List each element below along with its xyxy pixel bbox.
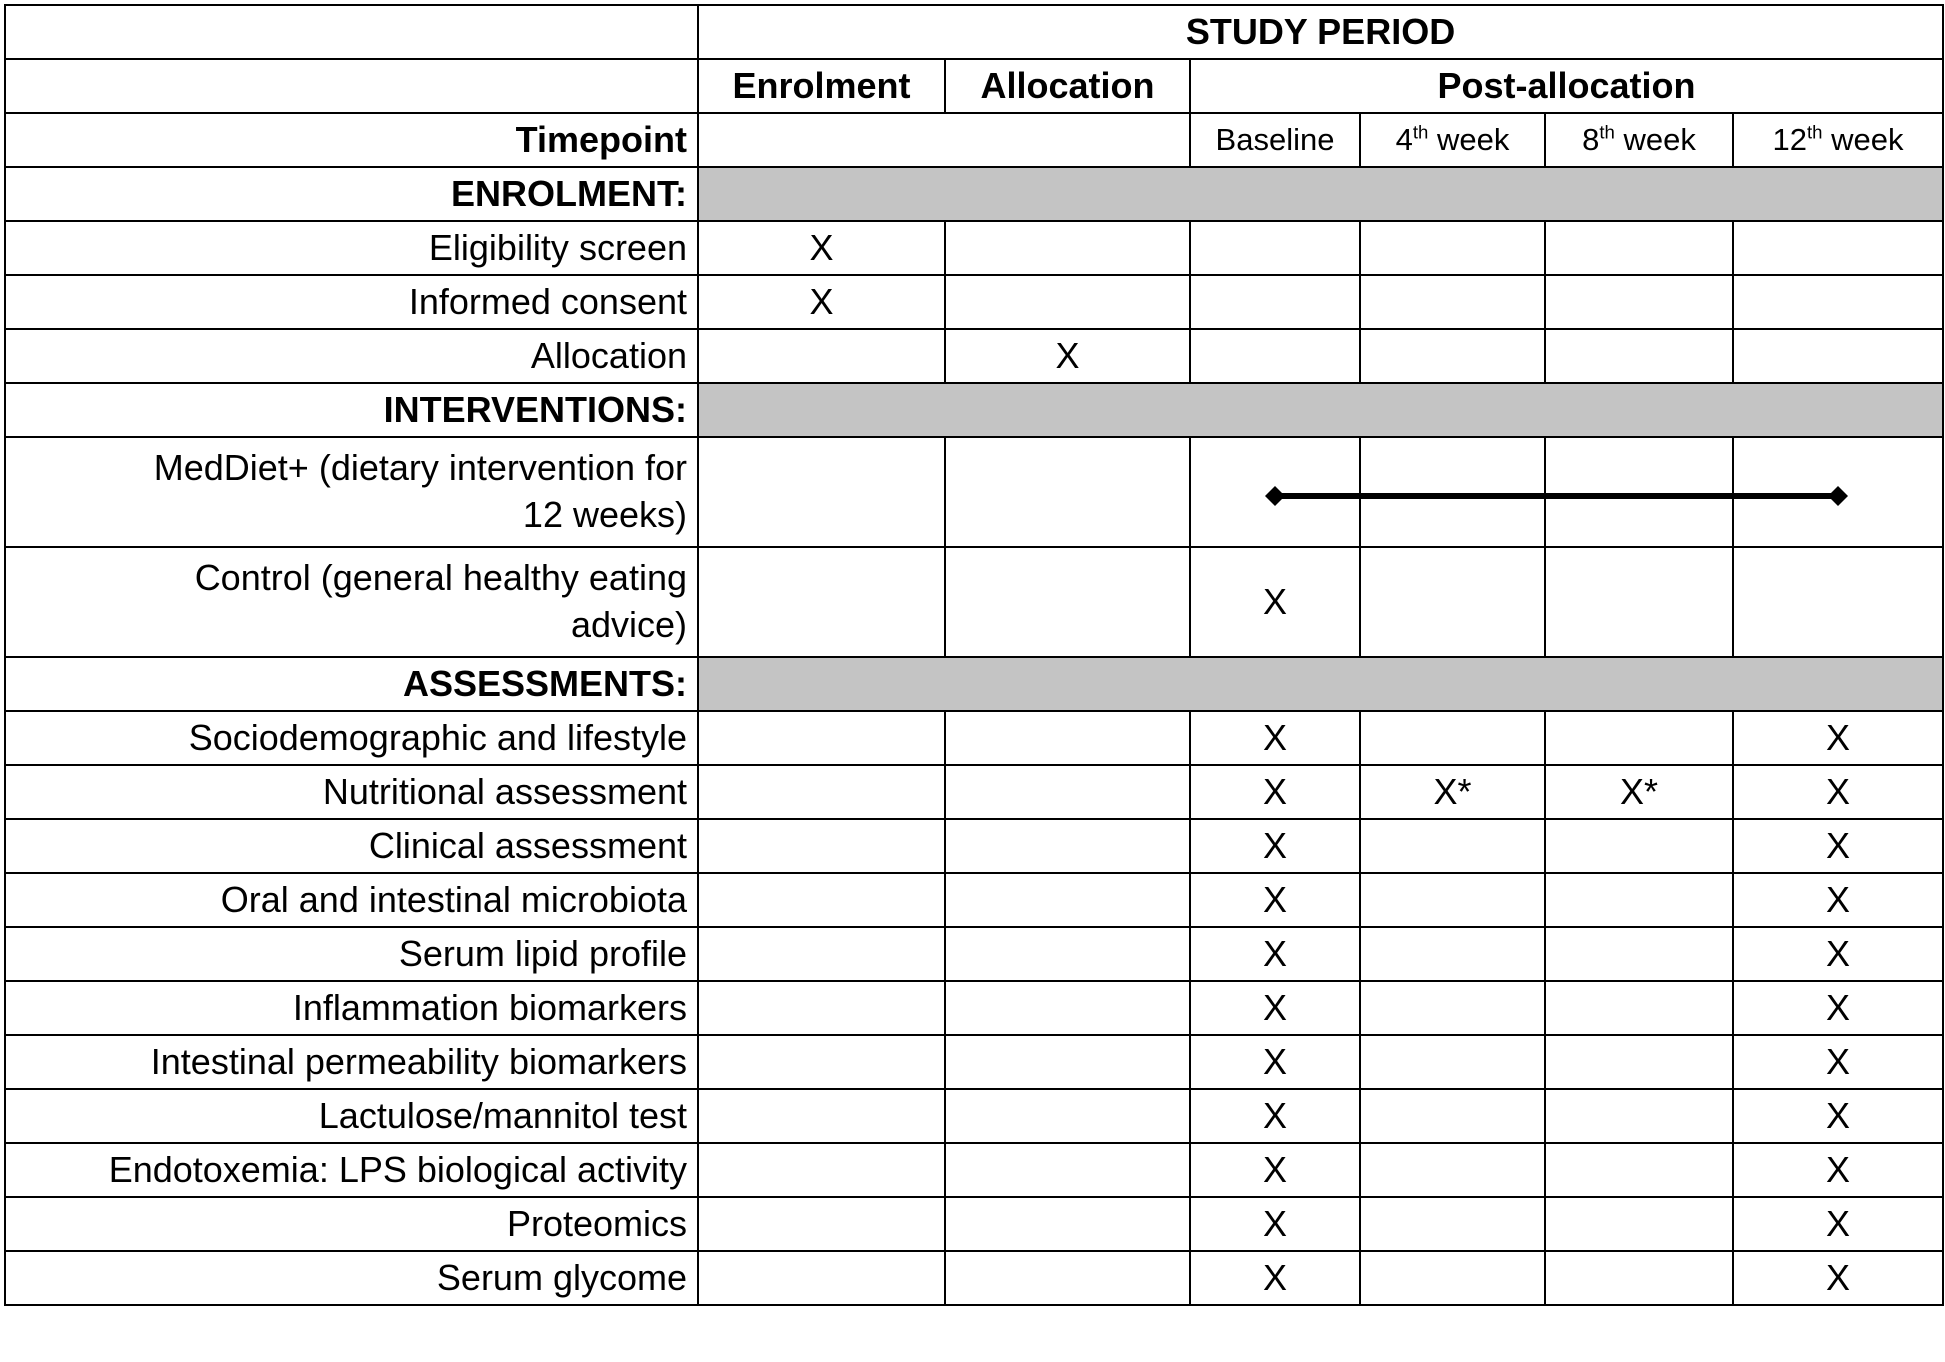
duration-cell-8th-week	[1545, 437, 1733, 547]
mark-enrolment: X	[698, 221, 945, 275]
empty-cell	[945, 1035, 1190, 1089]
empty-cell	[698, 1197, 945, 1251]
mark-12th-week: X	[1733, 927, 1943, 981]
empty-cell	[698, 711, 945, 765]
mark-12th-week: X	[1733, 981, 1943, 1035]
row-label: Serum lipid profile	[5, 927, 698, 981]
table-row	[5, 221, 1943, 275]
timepoint-4th-week: 4th week	[1360, 113, 1545, 167]
mark-12th-week: X	[1733, 873, 1943, 927]
empty-cell	[1360, 221, 1545, 275]
empty-cell	[1545, 275, 1733, 329]
mark-allocation: X	[945, 329, 1190, 383]
table-row	[5, 1089, 1943, 1143]
empty-cell	[698, 547, 945, 657]
table-row	[5, 981, 1943, 1035]
row-label: Oral and intestinal microbiota	[5, 873, 698, 927]
spirit-schedule-table	[4, 4, 1944, 1306]
empty-cell	[698, 873, 945, 927]
table-row	[5, 1035, 1943, 1089]
empty-cell	[945, 1197, 1190, 1251]
mark-4th-week	[1360, 1197, 1545, 1251]
mark-8th-week	[1545, 819, 1733, 873]
table-row	[5, 329, 1943, 383]
mark-4th-week	[1360, 1035, 1545, 1089]
mark-8th-week	[1545, 711, 1733, 765]
empty-cell	[698, 1143, 945, 1197]
mark-4th-week	[1360, 711, 1545, 765]
empty-cell	[698, 981, 945, 1035]
table-row	[5, 819, 1943, 873]
empty-cell	[698, 1035, 945, 1089]
row-label: Clinical assessment	[5, 819, 698, 873]
table-row	[5, 1197, 1943, 1251]
mark-baseline: X	[1190, 819, 1360, 873]
enrolment-column-header: Enrolment	[698, 59, 945, 113]
row-label: Allocation	[5, 329, 698, 383]
mark-allocation	[945, 275, 1190, 329]
mark-8th-week	[1545, 1035, 1733, 1089]
table-row	[5, 927, 1943, 981]
timepoint-8th-week: 8th week	[1545, 113, 1733, 167]
mark-baseline: X	[1190, 711, 1360, 765]
empty-cell	[945, 1251, 1190, 1305]
mark-baseline: X	[1190, 873, 1360, 927]
empty-cell	[1190, 275, 1360, 329]
empty-cell	[1360, 547, 1545, 657]
row-label: Serum glycome	[5, 1251, 698, 1305]
mark-baseline: X	[1190, 765, 1360, 819]
mark-4th-week	[1360, 1143, 1545, 1197]
row-label: Sociodemographic and lifestyle	[5, 711, 698, 765]
mark-8th-week	[1545, 1197, 1733, 1251]
timepoint-baseline: Baseline	[1190, 113, 1360, 167]
empty-cell	[1545, 547, 1733, 657]
mark-8th-week: X*	[1545, 765, 1733, 819]
mark-8th-week	[1545, 873, 1733, 927]
section-row-enrolment	[5, 167, 1943, 221]
empty-cell	[1190, 221, 1360, 275]
header-corner-cell	[5, 5, 698, 59]
allocation-column-header: Allocation	[945, 59, 1190, 113]
row-label: Inflammation biomarkers	[5, 981, 698, 1035]
table-row	[5, 873, 1943, 927]
mark-baseline: X	[1190, 1143, 1360, 1197]
empty-cell	[945, 437, 1190, 547]
mark-4th-week: X*	[1360, 765, 1545, 819]
mark-8th-week	[1545, 927, 1733, 981]
mark-allocation	[945, 221, 1190, 275]
empty-cell	[945, 765, 1190, 819]
timepoint-row	[5, 113, 1943, 167]
mark-4th-week	[1360, 819, 1545, 873]
mark-baseline: X	[1190, 1251, 1360, 1305]
table-row	[5, 765, 1943, 819]
section-label-interventions: INTERVENTIONS:	[5, 383, 698, 437]
row-label: Eligibility screen	[5, 221, 698, 275]
mark-4th-week	[1360, 927, 1545, 981]
mark-12th-week: X	[1733, 1143, 1943, 1197]
empty-cell	[698, 765, 945, 819]
mark-4th-week	[1360, 1089, 1545, 1143]
header-row-phases	[5, 59, 1943, 113]
row-label-meddiet: MedDiet+ (dietary intervention for 12 weeks)	[5, 437, 698, 547]
table-row-control	[5, 547, 1943, 657]
mark-8th-week	[1545, 1143, 1733, 1197]
mark-12th-week: X	[1733, 1089, 1943, 1143]
mark-12th-week: X	[1733, 1251, 1943, 1305]
table-row	[5, 1143, 1943, 1197]
row-label: Proteomics	[5, 1197, 698, 1251]
row-label: Nutritional assessment	[5, 765, 698, 819]
empty-cell	[1733, 329, 1943, 383]
timepoint-label: Timepoint	[5, 113, 698, 167]
empty-cell	[945, 1143, 1190, 1197]
duration-cell-4th-week	[1360, 437, 1545, 547]
mark-12th-week: X	[1733, 1035, 1943, 1089]
table-row	[5, 275, 1943, 329]
empty-cell	[698, 819, 945, 873]
empty-cell	[1733, 275, 1943, 329]
row-label: Lactulose/mannitol test	[5, 1089, 698, 1143]
empty-cell	[1360, 329, 1545, 383]
empty-cell	[1545, 329, 1733, 383]
timepoint-empty-cell	[698, 113, 1190, 167]
section-row-interventions	[5, 383, 1943, 437]
assessment-rows	[5, 711, 1943, 1305]
table-row	[5, 711, 1943, 765]
mark-12th-week: X	[1733, 711, 1943, 765]
mark-enrolment: X	[698, 275, 945, 329]
post-allocation-header: Post-allocation	[1190, 59, 1943, 113]
empty-cell	[698, 1089, 945, 1143]
mark-baseline: X	[1190, 1089, 1360, 1143]
empty-cell	[945, 547, 1190, 657]
mark-baseline: X	[1190, 927, 1360, 981]
duration-cell-baseline	[1190, 437, 1360, 547]
empty-cell	[945, 873, 1190, 927]
empty-cell	[945, 927, 1190, 981]
section-fill-assessments	[698, 657, 1943, 711]
timepoint-12th-week: 12th week	[1733, 113, 1943, 167]
header-phase-corner	[5, 59, 698, 113]
empty-cell	[698, 927, 945, 981]
header-row-study-period	[5, 5, 1943, 59]
table-row	[5, 1251, 1943, 1305]
section-fill-enrolment	[698, 167, 1943, 221]
mark-12th-week: X	[1733, 765, 1943, 819]
mark-4th-week	[1360, 873, 1545, 927]
empty-cell	[1360, 275, 1545, 329]
study-period-header: STUDY PERIOD	[698, 5, 1943, 59]
empty-cell	[1190, 329, 1360, 383]
mark-4th-week	[1360, 1251, 1545, 1305]
empty-cell	[945, 981, 1190, 1035]
mark-baseline: X	[1190, 981, 1360, 1035]
mark-12th-week: X	[1733, 1197, 1943, 1251]
row-label-control: Control (general healthy eating advice)	[5, 547, 698, 657]
mark-baseline: X	[1190, 1197, 1360, 1251]
duration-cell-12th-week	[1733, 437, 1943, 547]
section-label-enrolment: ENROLMENT:	[5, 167, 698, 221]
section-label-assessments: ASSESSMENTS:	[5, 657, 698, 711]
empty-cell	[698, 1251, 945, 1305]
empty-cell	[945, 819, 1190, 873]
empty-cell	[1733, 547, 1943, 657]
empty-cell	[945, 711, 1190, 765]
mark-8th-week	[1545, 981, 1733, 1035]
row-label: Informed consent	[5, 275, 698, 329]
row-label: Endotoxemia: LPS biological activity	[5, 1143, 698, 1197]
empty-cell	[1545, 221, 1733, 275]
mark-4th-week	[1360, 981, 1545, 1035]
empty-cell	[698, 437, 945, 547]
mark-12th-week: X	[1733, 819, 1943, 873]
mark-baseline: X	[1190, 547, 1360, 657]
row-label: Intestinal permeability biomarkers	[5, 1035, 698, 1089]
mark-enrolment	[698, 329, 945, 383]
mark-baseline: X	[1190, 1035, 1360, 1089]
empty-cell	[1733, 221, 1943, 275]
mark-8th-week	[1545, 1089, 1733, 1143]
section-fill-interventions	[698, 383, 1943, 437]
empty-cell	[945, 1089, 1190, 1143]
table-row-meddiet	[5, 437, 1943, 547]
section-row-assessments	[5, 657, 1943, 711]
mark-8th-week	[1545, 1251, 1733, 1305]
